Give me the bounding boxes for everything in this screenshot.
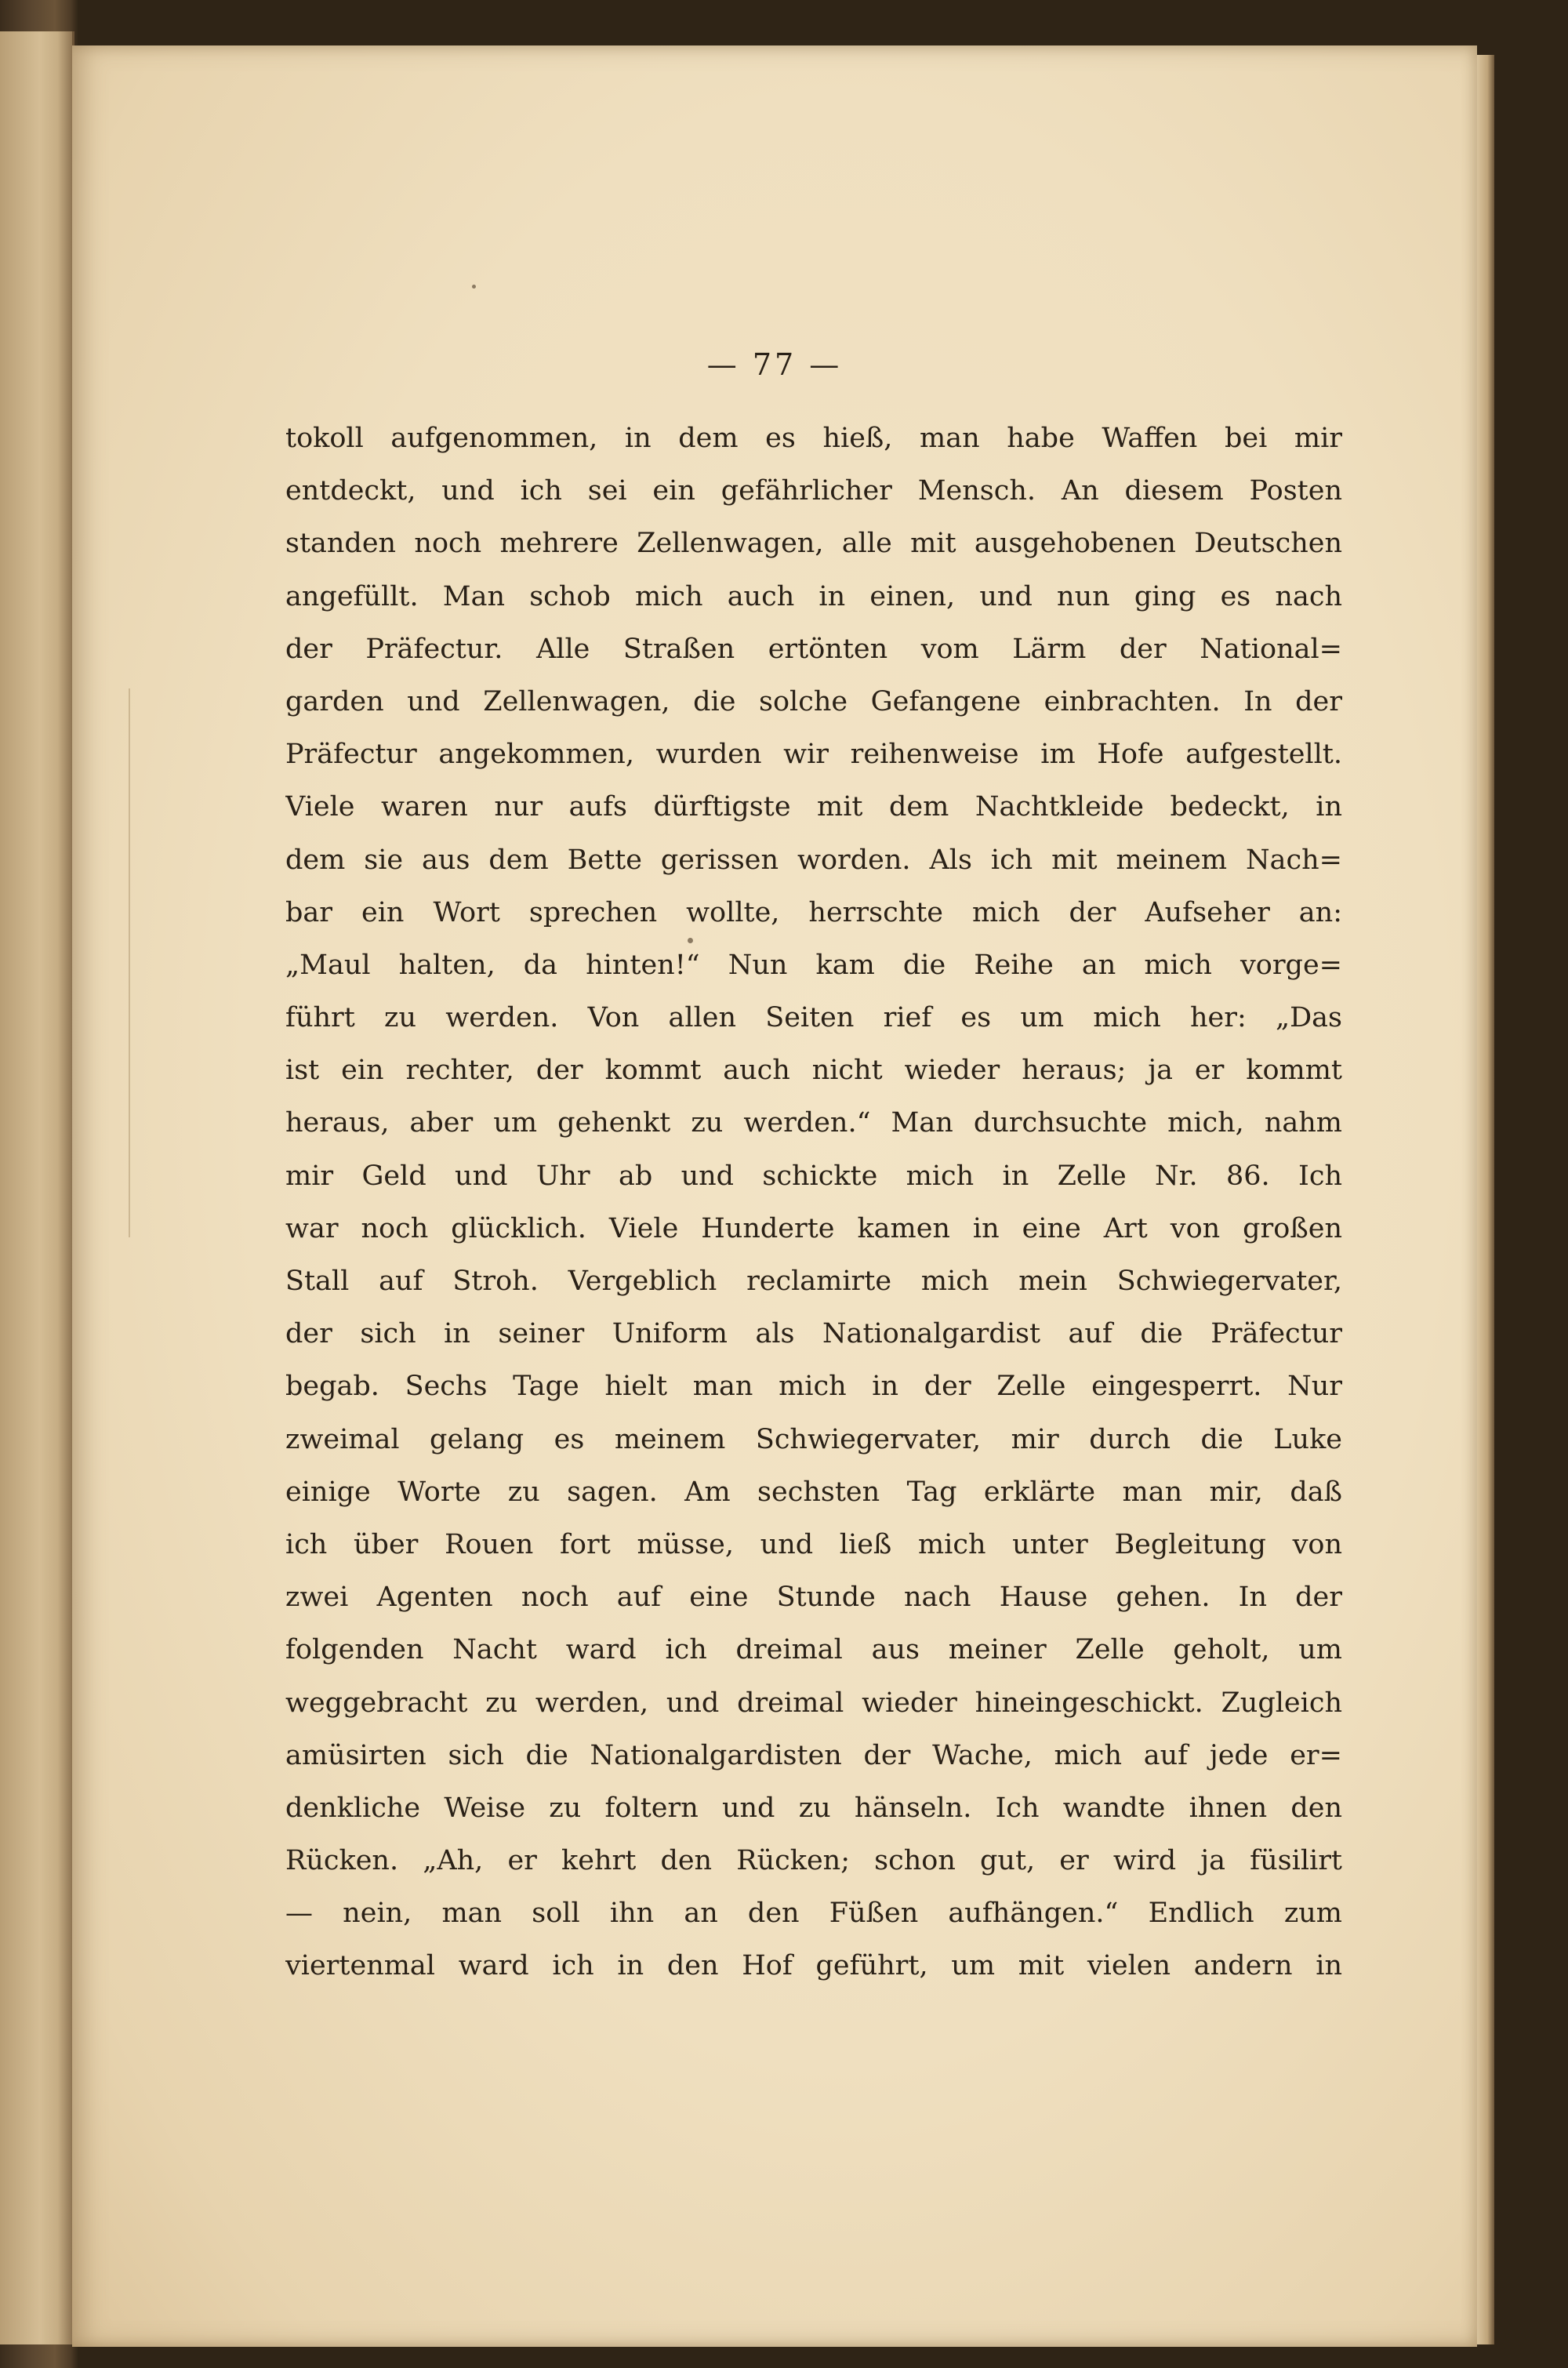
text-line: denkliche Weise zu foltern und zu hänseln. Ich wandte ihnen den (285, 1792, 1342, 1824)
text-line: begab. Sechs Tage hielt man mich in der Zelle eingesperrt. Nur (285, 1371, 1342, 1403)
text-line: „Maul halten, da hinten!“ Nun kam die Reihe an mich vorge= (285, 949, 1342, 981)
text-line: garden und Zellenwagen, die solche Gefangene einbrachten. In der (285, 685, 1342, 717)
text-line: Rücken. „Ah, er kehrt den Rücken; schon gut, er wird ja füsilirt (285, 1845, 1342, 1877)
text-line: ist ein rechter, der kommt auch nicht wieder heraus; ja er kommt (285, 1055, 1342, 1087)
page-crease (129, 688, 130, 1237)
text-line: heraus, aber um gehenkt zu werden.“ Man durchsuchte mich, nahm (285, 1107, 1342, 1139)
text-line: zwei Agenten noch auf eine Stunde nach Hause gehen. In der (285, 1582, 1342, 1614)
text-line: Präfectur angekommen, wurden wir reihenweise im Hofe aufgestellt. (285, 739, 1342, 771)
paper-speck (472, 285, 476, 289)
text-line: zweimal gelang es meinem Schwiegervater, mir durch die Luke (285, 1423, 1342, 1455)
text-line: entdeckt, und ich sei ein gefährlicher Mensch. An diesem Posten (285, 475, 1342, 507)
text-line: tokoll aufgenommen, in dem es hieß, man habe Waffen bei mir (285, 423, 1342, 454)
text-line: ich über Rouen fort müsse, und ließ mich unter Begleitung von (285, 1528, 1342, 1560)
text-line: der Präfectur. Alle Straßen ertönten vom Lärm der National= (285, 633, 1342, 665)
text-line: viertenmal ward ich in den Hof geführt, um mit vielen andern in (285, 1950, 1342, 1982)
text-line: standen noch mehrere Zellenwagen, alle mit ausgehobenen Deutschen (285, 528, 1342, 560)
text-line: einige Worte zu sagen. Am sechsten Tag erklärte man mir, daß (285, 1476, 1342, 1508)
text-line: mir Geld und Uhr ab und schickte mich in Zelle Nr. 86. Ich (285, 1160, 1342, 1192)
text-line: weggebracht zu werden, und dreimal wieder hineingeschickt. Zugleich (285, 1687, 1342, 1719)
text-line: Viele waren nur aufs dürftigste mit dem Nachtkleide bedeckt, in (285, 791, 1342, 823)
book-page (72, 45, 1477, 2347)
body-text (285, 412, 1342, 1993)
text-line: angefüllt. Man schob mich auch in einen, und nun ging es nach (285, 580, 1342, 612)
text-line: folgenden Nacht ward ich dreimal aus meiner Zelle geholt, um (285, 1634, 1342, 1666)
text-line: amüsirten sich die Nationalgardisten der Wache, mich auf jede er= (285, 1739, 1342, 1771)
text-line: der sich in seiner Uniform als Nationalgardist auf die Präfectur (285, 1318, 1342, 1350)
text-line: dem sie aus dem Bette gerissen worden. Als ich mit meinem Nach= (285, 844, 1342, 876)
text-line: Stall auf Stroh. Vergeblich reclamirte mich mein Schwiegervater, (285, 1266, 1342, 1297)
text-line: war noch glücklich. Viele Hunderte kamen in eine Art von großen (285, 1212, 1342, 1244)
previous-page-edge (0, 31, 74, 2344)
page-right-edge (1477, 55, 1494, 2344)
text-line: führt zu werden. Von allen Seiten rief es um mich her: „Das (285, 1002, 1342, 1034)
page-number: — 77 — (706, 347, 843, 382)
text-line: bar ein Wort sprechen wollte, herrschte mich der Aufseher an: (285, 896, 1342, 928)
text-line: — nein, man soll ihn an den Füßen aufhängen.“ Endlich zum (285, 1898, 1342, 1930)
